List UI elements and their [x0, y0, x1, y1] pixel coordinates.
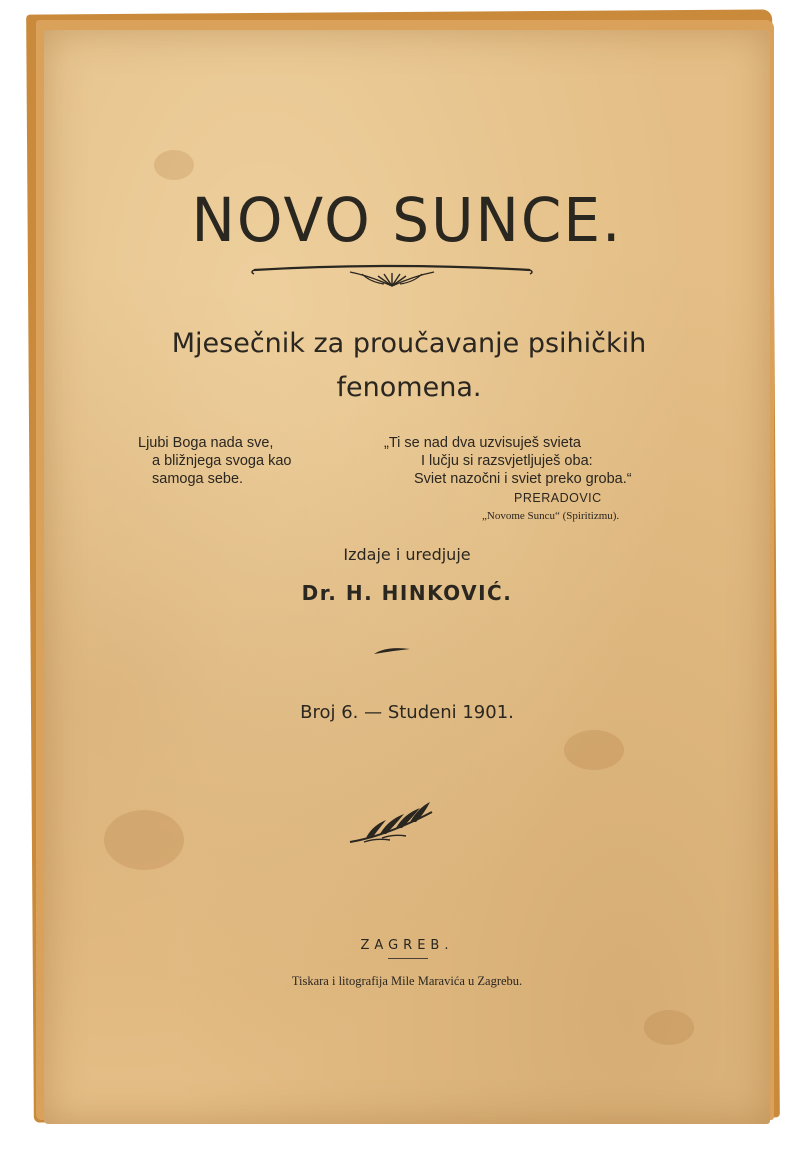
motto-line: samoga sebe. — [152, 471, 244, 487]
paper-stain — [104, 810, 184, 870]
motto-line: Ljubi Boga nada sve, — [138, 435, 274, 451]
title-ornament — [250, 258, 534, 298]
poem-author: PRERADOVIC — [514, 491, 602, 505]
poem-source: „Novome Suncu“ (Spiritizmu). — [482, 510, 620, 522]
subtitle-line: Mjesečnik za proučavanje psihičkih — [171, 328, 647, 359]
motto-right — [384, 434, 714, 525]
poem-line: „Ti se nad dva uzvisuješ svieta — [384, 435, 581, 451]
motto-line: a bližnjega svoga kao — [152, 453, 292, 469]
magazine-title: NOVO SUNCE. — [191, 184, 623, 256]
subtitle-line: fenomena. — [336, 372, 482, 403]
paper-stain — [564, 730, 624, 770]
cover-page — [44, 30, 770, 1124]
subtitle — [104, 322, 714, 410]
issue-line: Broj 6. — Studeni 1901. — [300, 702, 514, 723]
leaf-ornament — [346, 798, 436, 846]
editor-name: Dr. H. HINKOVIĆ. — [301, 581, 513, 605]
paper-stain — [154, 150, 194, 180]
motto-left — [138, 434, 358, 488]
divider — [388, 958, 428, 959]
city-name: ZAGREB. — [360, 938, 454, 953]
poem-line: I lučju si razsvjetljuješ oba: — [421, 453, 593, 469]
poem-line: Sviet nazočni i sviet preko groba.“ — [414, 471, 632, 487]
paper-stain — [644, 1010, 694, 1045]
printer-line: Tiskara i litografija Mile Maravića u Zagrebu. — [291, 974, 523, 988]
dash-ornament — [372, 644, 412, 658]
editor-label: Izdaje i uredjuje — [343, 545, 471, 564]
